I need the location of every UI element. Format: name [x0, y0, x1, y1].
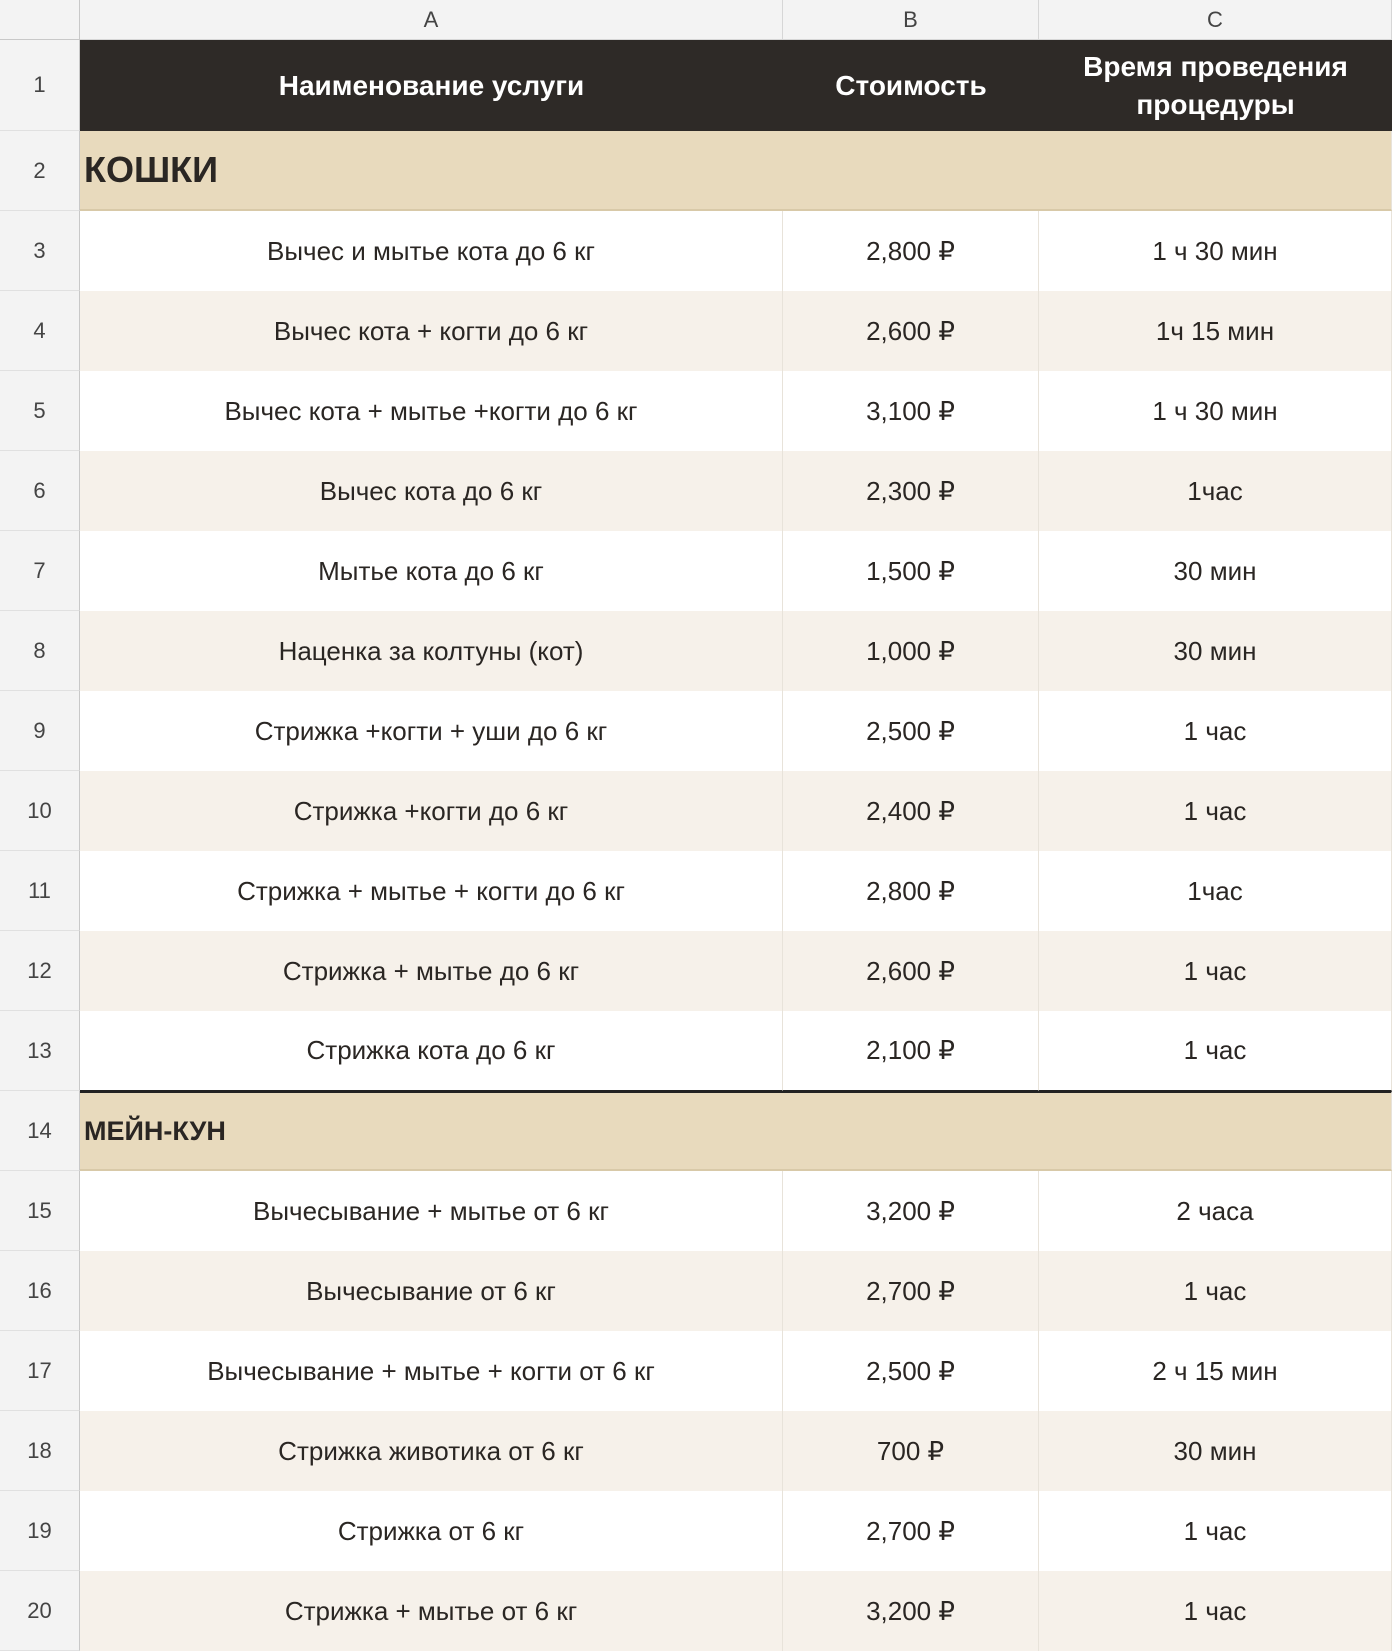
- cell-price[interactable]: 700 ₽: [783, 1411, 1039, 1491]
- cell-duration[interactable]: 30 мин: [1039, 1411, 1392, 1491]
- row-header-16[interactable]: 16: [0, 1251, 80, 1331]
- cell-duration[interactable]: 1 ч 30 мин: [1039, 211, 1392, 291]
- cell-service[interactable]: Стрижка + мытье до 6 кг: [80, 931, 783, 1011]
- cell-service[interactable]: Стрижка животика от 6 кг: [80, 1411, 783, 1491]
- cell-price[interactable]: 2,800 ₽: [783, 851, 1039, 931]
- cell-duration[interactable]: 1 час: [1039, 1251, 1392, 1331]
- cell-price[interactable]: 2,800 ₽: [783, 211, 1039, 291]
- row-header-19[interactable]: 19: [0, 1491, 80, 1571]
- cell-price[interactable]: 2,400 ₽: [783, 771, 1039, 851]
- cell-price[interactable]: 2,600 ₽: [783, 931, 1039, 1011]
- cell-duration[interactable]: 2 часа: [1039, 1171, 1392, 1251]
- row-header-13[interactable]: 13: [0, 1011, 80, 1091]
- row-header-3[interactable]: 3: [0, 211, 80, 291]
- cell-duration[interactable]: 1 час: [1039, 691, 1392, 771]
- cell-price[interactable]: 2,500 ₽: [783, 1331, 1039, 1411]
- row-header-12[interactable]: 12: [0, 931, 80, 1011]
- cell-price[interactable]: 2,300 ₽: [783, 451, 1039, 531]
- column-header-a[interactable]: A: [80, 0, 783, 40]
- cell-service[interactable]: Вычес кота до 6 кг: [80, 451, 783, 531]
- cell-duration[interactable]: 30 мин: [1039, 611, 1392, 691]
- cell-price[interactable]: 2,700 ₽: [783, 1491, 1039, 1571]
- section-title-maine-coon[interactable]: МЕЙН-КУН: [80, 1091, 1392, 1171]
- row-header-6[interactable]: 6: [0, 451, 80, 531]
- cell-price[interactable]: 2,700 ₽: [783, 1251, 1039, 1331]
- header-price[interactable]: Стоимость: [783, 40, 1039, 131]
- cell-service[interactable]: Вычес кота + мытье +когти до 6 кг: [80, 371, 783, 451]
- row-header-8[interactable]: 8: [0, 611, 80, 691]
- cell-duration[interactable]: 1 час: [1039, 1491, 1392, 1571]
- row-header-5[interactable]: 5: [0, 371, 80, 451]
- cell-price[interactable]: 2,500 ₽: [783, 691, 1039, 771]
- row-header-11[interactable]: 11: [0, 851, 80, 931]
- select-all-corner[interactable]: [0, 0, 80, 40]
- cell-duration[interactable]: 1час: [1039, 451, 1392, 531]
- cell-service[interactable]: Стрижка +когти + уши до 6 кг: [80, 691, 783, 771]
- row-header-9[interactable]: 9: [0, 691, 80, 771]
- cell-service[interactable]: Мытье кота до 6 кг: [80, 531, 783, 611]
- cell-duration[interactable]: 30 мин: [1039, 531, 1392, 611]
- cell-service[interactable]: Стрижка от 6 кг: [80, 1491, 783, 1571]
- header-duration[interactable]: Время проведения процедуры: [1039, 40, 1392, 131]
- section-title-cats[interactable]: КОШКИ: [80, 131, 1392, 211]
- row-header-4[interactable]: 4: [0, 291, 80, 371]
- cell-service[interactable]: Вычес кота + когти до 6 кг: [80, 291, 783, 371]
- column-header-b[interactable]: B: [783, 0, 1039, 40]
- cell-duration[interactable]: 1 час: [1039, 1571, 1392, 1651]
- cell-duration[interactable]: 1ч 15 мин: [1039, 291, 1392, 371]
- cell-price[interactable]: 1,000 ₽: [783, 611, 1039, 691]
- cell-duration[interactable]: 1 ч 30 мин: [1039, 371, 1392, 451]
- cell-price[interactable]: 2,100 ₽: [783, 1011, 1039, 1091]
- row-header-14[interactable]: 14: [0, 1091, 80, 1171]
- row-header-18[interactable]: 18: [0, 1411, 80, 1491]
- cell-service[interactable]: Стрижка + мытье от 6 кг: [80, 1571, 783, 1651]
- cell-duration[interactable]: 2 ч 15 мин: [1039, 1331, 1392, 1411]
- cell-service[interactable]: Стрижка кота до 6 кг: [80, 1011, 783, 1091]
- cell-price[interactable]: 3,100 ₽: [783, 371, 1039, 451]
- cell-service[interactable]: Вычес и мытье кота до 6 кг: [80, 211, 783, 291]
- cell-service[interactable]: Наценка за колтуны (кот): [80, 611, 783, 691]
- cell-service[interactable]: Вычесывание от 6 кг: [80, 1251, 783, 1331]
- cell-duration[interactable]: 1час: [1039, 851, 1392, 931]
- cell-service[interactable]: Вычесывание + мытье + когти от 6 кг: [80, 1331, 783, 1411]
- row-header-7[interactable]: 7: [0, 531, 80, 611]
- header-service[interactable]: Наименование услуги: [80, 40, 783, 131]
- column-header-c[interactable]: C: [1039, 0, 1392, 40]
- cell-service[interactable]: Вычесывание + мытье от 6 кг: [80, 1171, 783, 1251]
- cell-duration[interactable]: 1 час: [1039, 1011, 1392, 1091]
- row-header-2[interactable]: 2: [0, 131, 80, 211]
- cell-price[interactable]: 3,200 ₽: [783, 1171, 1039, 1251]
- cell-duration[interactable]: 1 час: [1039, 771, 1392, 851]
- cell-price[interactable]: 3,200 ₽: [783, 1571, 1039, 1651]
- cell-service[interactable]: Стрижка +когти до 6 кг: [80, 771, 783, 851]
- row-header-10[interactable]: 10: [0, 771, 80, 851]
- row-header-17[interactable]: 17: [0, 1331, 80, 1411]
- cell-price[interactable]: 1,500 ₽: [783, 531, 1039, 611]
- cell-duration[interactable]: 1 час: [1039, 931, 1392, 1011]
- row-header-15[interactable]: 15: [0, 1171, 80, 1251]
- cell-service[interactable]: Стрижка + мытье + когти до 6 кг: [80, 851, 783, 931]
- row-header-20[interactable]: 20: [0, 1571, 80, 1651]
- row-header-1[interactable]: 1: [0, 40, 80, 131]
- cell-price[interactable]: 2,600 ₽: [783, 291, 1039, 371]
